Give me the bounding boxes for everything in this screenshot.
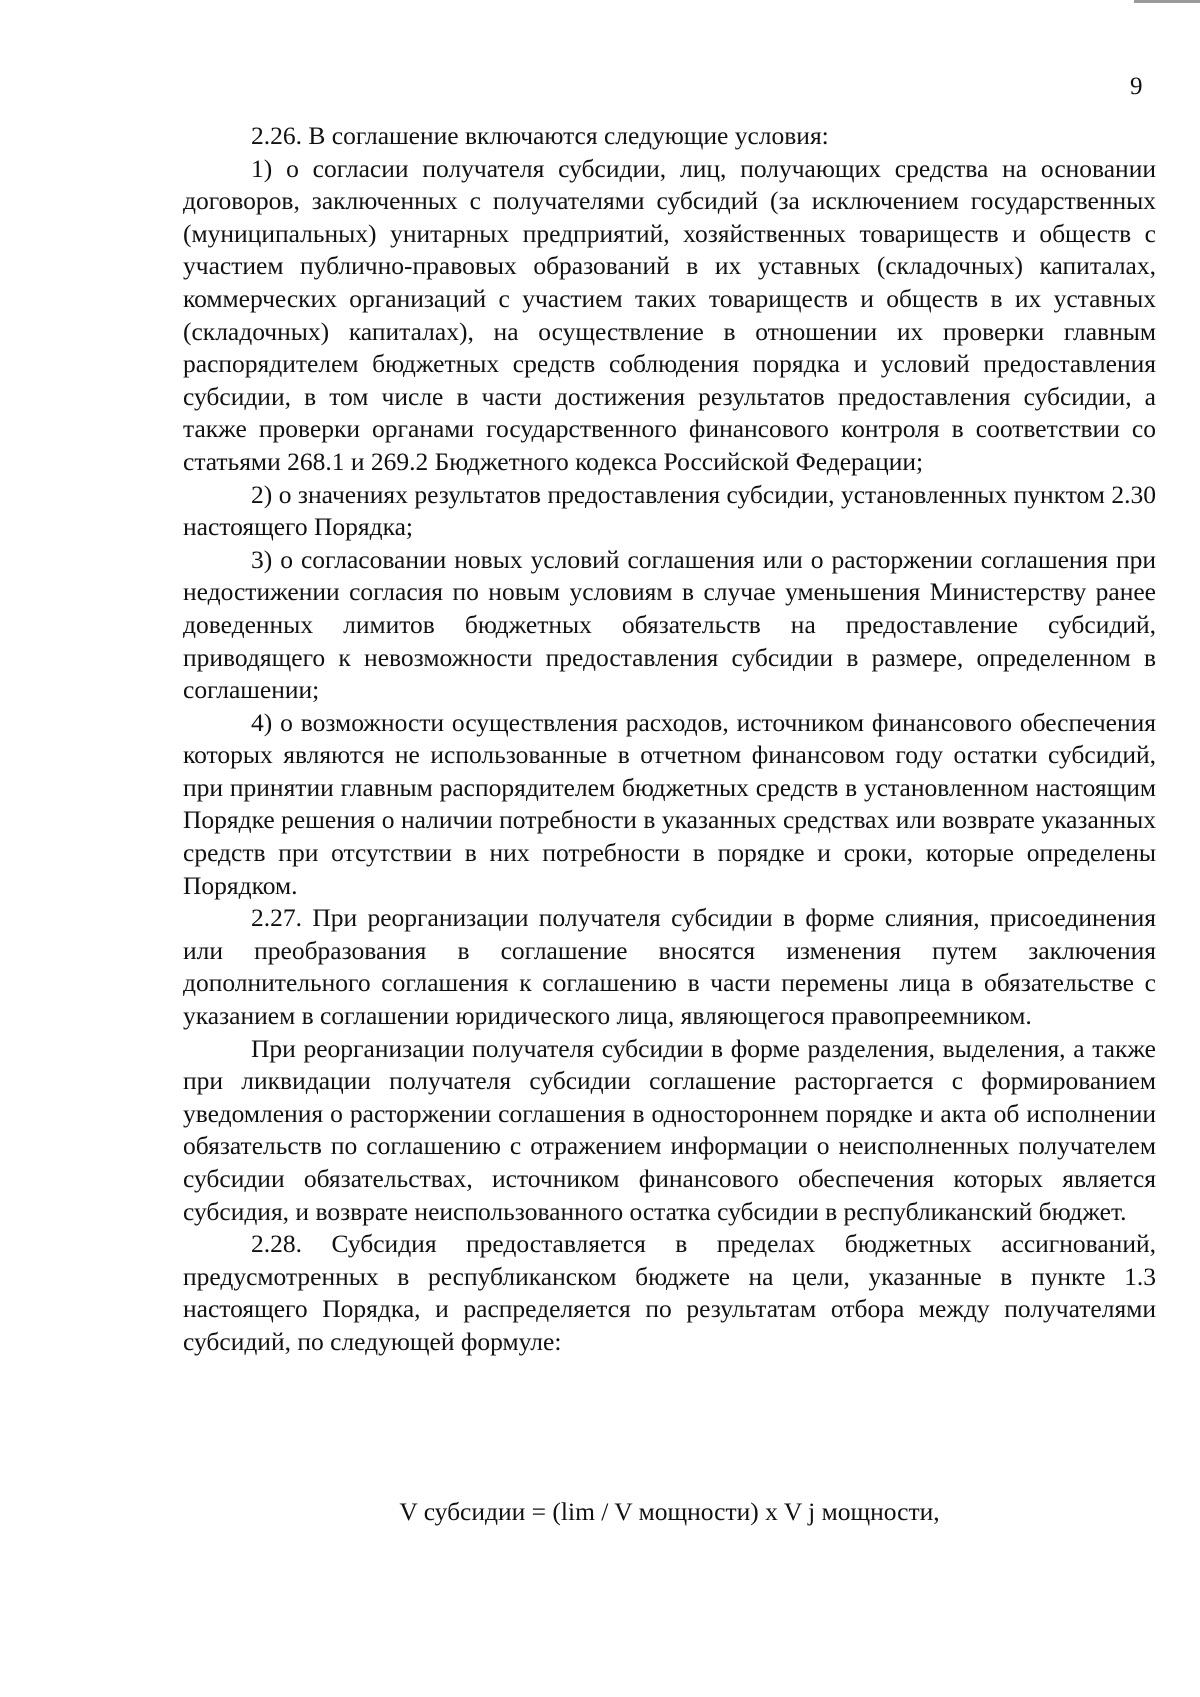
subsidy-formula: V субсидии = (lim / V мощности) x V j мощности, xyxy=(399,1497,940,1526)
paragraph-2-28: 2.28. Субсидия предоставляется в пределах бюджетных ассигнований, предусмотренных в республиканском бюджете на цели, указанные в пункте 1.3 настоящего Порядка, и распределяется по результатам отбора между получателями субсидий, по следующей формуле: xyxy=(183,1229,1156,1356)
document-body xyxy=(183,120,1156,1359)
page-number: 9 xyxy=(1130,73,1143,100)
paragraph-2-26-heading: 2.26. В соглашение включаются следующие условия: xyxy=(251,121,829,150)
paragraph-condition-1: 1) о согласии получателя субсидии, лиц, получающих средства на основании договоров, заключенных с получателями субсидий (за исключением государственных (муниципальных) унитарных предприятий, хозяйственных товариществ и обществ с участием публично-правовых образований в их уставных (складочных) капиталах, коммерческих организаций с участием таких товариществ и обществ в их уставных (складочных) капиталах), на осуществление в отношении их проверки главным распорядителем бюджетных средств соблюдения порядка и условий предоставления субсидии, в том числе в части достижения результатов предоставления субсидии, а также проверки органами государственного финансового контроля в соответствии со статьями 268.1 и 269.2 Бюджетного кодекса Российской Федерации; xyxy=(183,153,1156,476)
paragraph-reorganization: При реорганизации получателя субсидии в форме разделения, выделения, а также при ликвидации получателя субсидии соглашение расторгается с формированием уведомления о расторжении соглашения в одностороннем порядке и акта об исполнении обязательств по соглашению с отражением информации о неисполненных получателем субсидии обязательствах, источником финансового обеспечения которых является субсидия, и возврате неиспользованного остатка субсидии в республиканский бюджет. xyxy=(183,1033,1156,1226)
paragraph-condition-3: 3) о согласовании новых условий соглашения или о расторжении соглашения при недостижении согласия по новым условиям в случае уменьшения Министерству ранее доведенных лимитов бюджетных обязательств на предоставление субсидий, приводящего к невозможности предоставления субсидии в размере, определенном в соглашении; xyxy=(183,544,1156,705)
paragraph-2-27: 2.27. При реорганизации получателя субсидии в форме слияния, присоединения или преобразования в соглашение вносятся изменения путем заключения дополнительного соглашения к соглашению в части перемены лица в обязательстве с указанием в соглашении юридического лица, являющегося правопреемником. xyxy=(183,903,1156,1031)
paragraph-condition-2: 2) о значениях результатов предоставления субсидии, установленных пунктом 2.30 настоящего Порядка; xyxy=(183,479,1156,542)
scan-corner-mark xyxy=(1134,0,1200,3)
paragraph-condition-4: 4) о возможности осуществления расходов, источником финансового обеспечения которых являются не использованные в отчетном финансовом году остатки субсидий, при принятии главным распорядителем бюджетных средств в установленном настоящим Порядке решения о наличии потребности в указанных средствах или возврате указанных средств при отсутствии в них потребности в порядке и сроки, которые определены Порядком. xyxy=(183,707,1156,900)
